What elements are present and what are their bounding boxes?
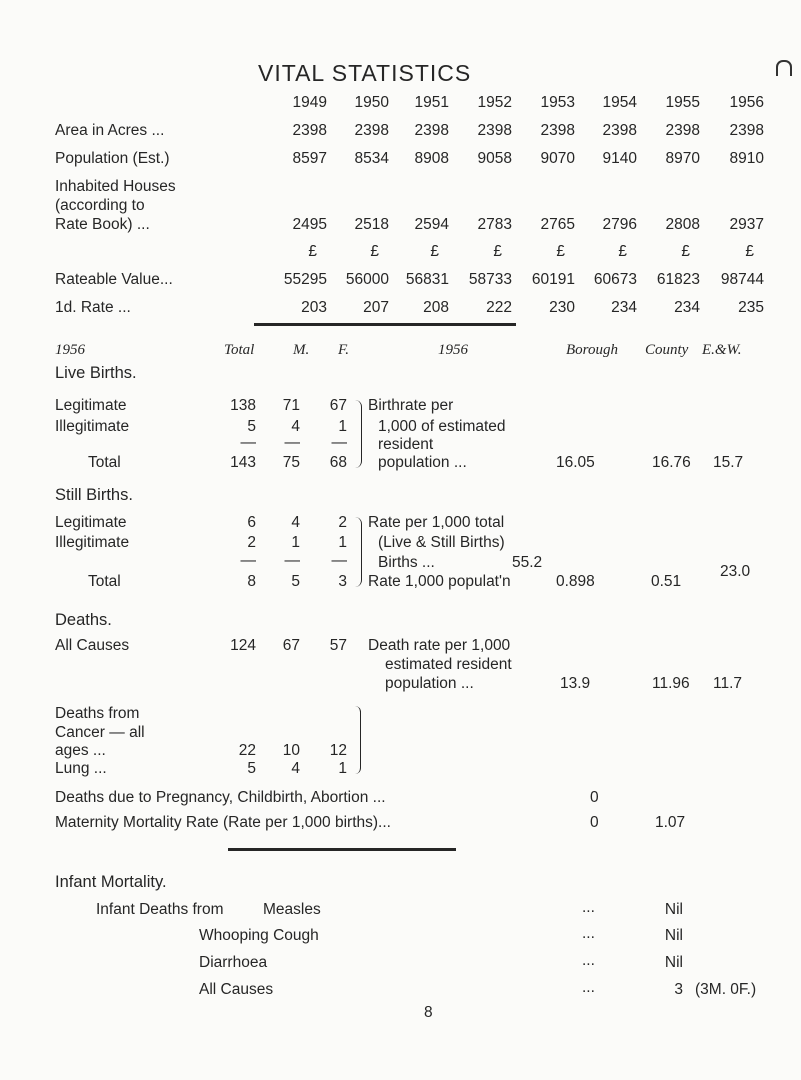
houses-value-5: 2765 — [540, 216, 575, 233]
still-births-brace — [355, 517, 362, 587]
houses-label-1: Inhabited Houses — [55, 178, 176, 195]
currency-symbol-2: £ — [370, 243, 379, 260]
infant-heading: Infant Mortality. — [55, 873, 167, 891]
deaths-all-label: All Causes — [55, 637, 130, 654]
rateable-value-5: 60191 — [531, 271, 575, 288]
live-legit-total: 138 — [230, 397, 256, 414]
deaths-cancer-f: 12 — [329, 742, 347, 759]
penny-rate-value-2: 207 — [363, 299, 389, 316]
divider-rule — [254, 323, 516, 326]
currency-symbol-4: £ — [493, 243, 502, 260]
page-number: 8 — [424, 1004, 433, 1021]
penny-rate-value-7: 234 — [674, 299, 700, 316]
houses-value-6: 2796 — [602, 216, 637, 233]
houses-value-2: 2518 — [354, 216, 389, 233]
infant-item-dots: ... — [582, 925, 595, 942]
deaths-cancer-total: 22 — [238, 742, 256, 759]
infant-item-value: Nil — [664, 901, 683, 918]
live-ew-rate: 15.7 — [713, 454, 744, 471]
area-value-5: 2398 — [540, 122, 575, 139]
population-value-2: 8534 — [354, 150, 389, 167]
live-desc-2: 1,000 of estimated — [378, 418, 506, 435]
live-total-m: 75 — [282, 454, 300, 471]
header-ew: E.&W. — [702, 342, 742, 358]
penny-rate-label: 1d. Rate ... — [55, 299, 131, 316]
header-year: 1956 — [55, 342, 85, 358]
live-illegit-m: 4 — [291, 418, 300, 435]
infant-item-dots: ... — [582, 899, 595, 916]
infant-item-dots: ... — [582, 979, 595, 996]
still-dash-1: — — [240, 552, 256, 569]
live-dash-3: — — [331, 434, 347, 451]
still-county-rate: 0.51 — [651, 573, 682, 590]
area-value-7: 2398 — [665, 122, 700, 139]
deaths-cancer-m: 10 — [282, 742, 300, 759]
penny-rate-value-3: 208 — [423, 299, 449, 316]
infant-item-value: Nil — [664, 954, 683, 971]
page-title: VITAL STATISTICS — [258, 60, 472, 86]
divider-rule-2 — [228, 848, 456, 851]
currency-symbol-3: £ — [430, 243, 439, 260]
houses-label-2: (according to — [55, 197, 145, 214]
live-desc-1: Birthrate per — [368, 397, 454, 414]
still-desc-2: (Live & Still Births) — [378, 534, 505, 551]
area-label: Area in Acres ... — [55, 122, 165, 139]
still-total-f: 3 — [338, 573, 347, 590]
deaths-lung-m: 4 — [291, 760, 300, 777]
cancer-label-3: ages ... — [55, 742, 106, 759]
area-value-2: 2398 — [354, 122, 389, 139]
cancer-label-2: Cancer — all — [55, 724, 145, 741]
maternal-deaths-label: Deaths due to Pregnancy, Childbirth, Abortion ... — [55, 789, 386, 806]
live-total-total: 143 — [230, 454, 256, 471]
rateable-value-7: 61823 — [656, 271, 700, 288]
live-legit-label: Legitimate — [55, 397, 127, 414]
deaths-desc-2: estimated resident — [385, 656, 512, 673]
deaths-all-total: 124 — [230, 637, 256, 654]
still-legit-f: 2 — [338, 514, 347, 531]
area-value-1: 2398 — [292, 122, 327, 139]
deaths-lung-f: 1 — [338, 760, 347, 777]
rateable-label: Rateable Value... — [55, 271, 173, 288]
area-value-4: 2398 — [477, 122, 512, 139]
still-legit-label: Legitimate — [55, 514, 127, 531]
year-heading-8: 1956 — [729, 94, 764, 111]
still-total-total: 8 — [247, 573, 256, 590]
deaths-brace — [355, 706, 361, 774]
infant-item-value: Nil — [664, 927, 683, 944]
houses-value-1: 2495 — [292, 216, 327, 233]
cancer-label-1: Deaths from — [55, 705, 140, 722]
still-total-label: Total — [88, 573, 121, 590]
header-m: M. — [293, 342, 310, 358]
header-year-2: 1956 — [438, 342, 468, 358]
rateable-value-6: 60673 — [593, 271, 637, 288]
still-desc-1: Rate per 1,000 total — [368, 514, 505, 531]
infant-item-dots: ... — [582, 952, 595, 969]
deaths-desc-3: population ... — [385, 675, 474, 692]
still-dash-2: — — [284, 552, 300, 569]
currency-symbol-7: £ — [681, 243, 690, 260]
currency-symbol-6: £ — [618, 243, 627, 260]
penny-rate-value-6: 234 — [611, 299, 637, 316]
live-illegit-label: Illegitimate — [55, 418, 130, 435]
still-legit-m: 4 — [291, 514, 300, 531]
area-value-8: 2398 — [729, 122, 764, 139]
live-illegit-total: 5 — [247, 418, 256, 435]
currency-symbol-5: £ — [556, 243, 565, 260]
still-borough-rate-2: 0.898 — [556, 573, 595, 590]
live-illegit-f: 1 — [338, 418, 347, 435]
header-county: County — [645, 342, 689, 358]
year-heading-2: 1950 — [354, 94, 389, 111]
header-borough: Borough — [566, 342, 618, 358]
population-value-8: 8910 — [729, 150, 764, 167]
population-value-6: 9140 — [602, 150, 637, 167]
live-total-label: Total — [88, 454, 121, 471]
still-borough-rate-1: 55.2 — [512, 554, 543, 571]
rateable-value-2: 56000 — [345, 271, 389, 288]
penny-rate-value-1: 203 — [301, 299, 327, 316]
still-illegit-m: 1 — [291, 534, 300, 551]
rateable-value-3: 56831 — [405, 271, 449, 288]
live-total-f: 68 — [329, 454, 347, 471]
population-value-4: 9058 — [477, 150, 512, 167]
still-desc-3: Births ... — [378, 554, 435, 571]
arch-icon — [776, 60, 792, 76]
area-value-6: 2398 — [602, 122, 637, 139]
header-f: F. — [338, 342, 349, 358]
lung-label: Lung ... — [55, 760, 107, 777]
year-heading-5: 1953 — [540, 94, 575, 111]
population-label: Population (Est.) — [55, 150, 170, 167]
infant-item-label: All Causes — [199, 981, 274, 998]
live-legit-f: 67 — [329, 397, 347, 414]
maternal-deaths-value: 0 — [590, 789, 599, 806]
still-illegit-f: 1 — [338, 534, 347, 551]
rateable-value-4: 58733 — [468, 271, 512, 288]
population-value-7: 8970 — [665, 150, 700, 167]
live-desc-4: population ... — [378, 454, 467, 471]
still-dash-3: — — [331, 552, 347, 569]
deaths-borough-rate: 13.9 — [560, 675, 591, 692]
live-borough-rate: 16.05 — [556, 454, 595, 471]
infant-item-label: Diarrhoea — [199, 954, 268, 971]
population-value-3: 8908 — [414, 150, 449, 167]
still-illegit-total: 2 — [247, 534, 256, 551]
deaths-desc-1: Death rate per 1,000 — [368, 637, 511, 654]
still-desc-4: Rate 1,000 populat'n — [368, 573, 511, 590]
infant-item-label: Measles — [263, 901, 321, 918]
maternity-rate-label: Maternity Mortality Rate (Rate per 1,000 births)... — [55, 814, 391, 831]
maternity-rate-value: 0 — [590, 814, 599, 831]
houses-value-7: 2808 — [665, 216, 700, 233]
year-heading-4: 1952 — [477, 94, 512, 111]
deaths-all-m: 67 — [282, 637, 300, 654]
currency-symbol-1: £ — [308, 243, 317, 260]
still-total-m: 5 — [291, 573, 300, 590]
houses-label-3: Rate Book) ... — [55, 216, 150, 233]
houses-value-4: 2783 — [477, 216, 512, 233]
infant-item-value: 3 — [674, 981, 683, 998]
rateable-value-8: 98744 — [720, 271, 764, 288]
year-heading-7: 1955 — [665, 94, 700, 111]
population-value-1: 8597 — [292, 150, 327, 167]
year-heading-1: 1949 — [292, 94, 327, 111]
live-legit-m: 71 — [282, 397, 300, 414]
deaths-heading: Deaths. — [55, 611, 112, 629]
live-desc-3: resident — [378, 436, 434, 453]
still-births-heading: Still Births. — [55, 486, 133, 504]
year-heading-6: 1954 — [602, 94, 637, 111]
header-total: Total — [224, 342, 255, 358]
deaths-ew-rate: 11.7 — [713, 675, 743, 692]
maternity-rate-county: 1.07 — [655, 814, 686, 831]
infant-note: (3M. 0F.) — [695, 981, 757, 998]
still-ew-rate: 23.0 — [720, 563, 751, 580]
penny-rate-value-8: 235 — [738, 299, 764, 316]
rateable-value-1: 55295 — [283, 271, 327, 288]
penny-rate-value-5: 230 — [549, 299, 575, 316]
live-county-rate: 16.76 — [652, 454, 691, 471]
deaths-all-f: 57 — [329, 637, 347, 654]
area-value-3: 2398 — [414, 122, 449, 139]
houses-value-8: 2937 — [729, 216, 764, 233]
population-value-5: 9070 — [540, 150, 575, 167]
year-heading-3: 1951 — [414, 94, 449, 111]
still-illegit-label: Illegitimate — [55, 534, 130, 551]
currency-symbol-8: £ — [745, 243, 754, 260]
infant-lead: Infant Deaths from — [96, 901, 224, 918]
houses-value-3: 2594 — [414, 216, 449, 233]
live-dash-1: — — [240, 434, 256, 451]
penny-rate-value-4: 222 — [486, 299, 512, 316]
still-legit-total: 6 — [247, 514, 256, 531]
infant-item-label: Whooping Cough — [199, 927, 319, 944]
deaths-county-rate: 11.96 — [652, 675, 690, 692]
live-dash-2: — — [284, 434, 300, 451]
live-births-brace — [355, 400, 362, 468]
deaths-lung-total: 5 — [247, 760, 256, 777]
live-births-heading: Live Births. — [55, 364, 137, 382]
